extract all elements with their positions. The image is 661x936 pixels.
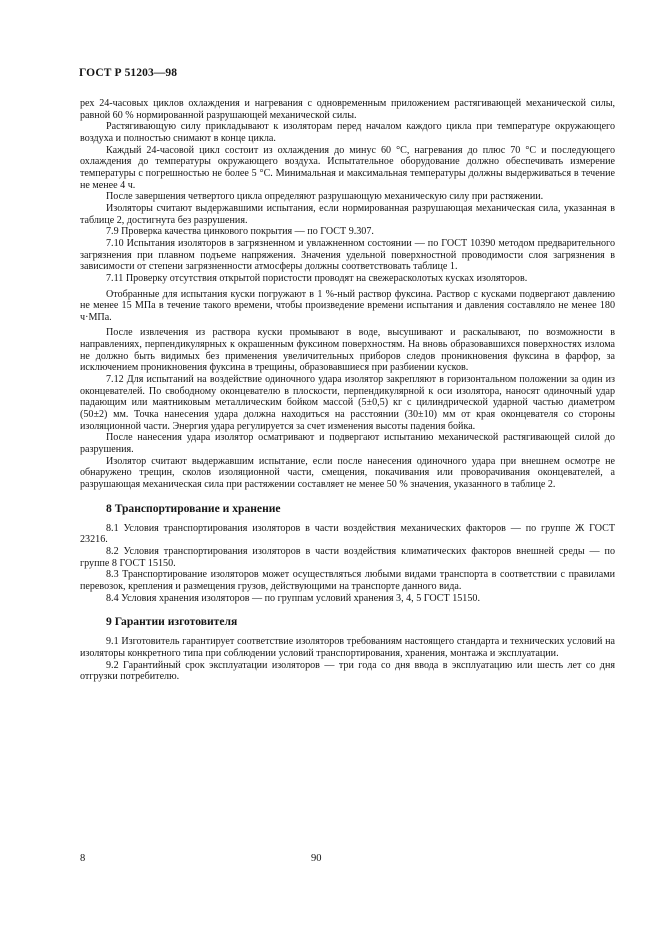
paragraph: После нанесения удара изолятор осматривают и подвергают испытанию механической растягивающей силой до разрушения.: [80, 432, 615, 456]
paragraph: 8.2 Условия транспортирования изоляторов в части воздействия климатических факторов внешней среды — по группе 8 ГОСТ 15150.: [80, 545, 615, 569]
paragraph: Каждый 24-часовой цикл состоит из охлаждения до минус 60 °С, нагревания до плюс 70 °С и последующего охлаждения до температуры окружающего воздуха. Испытательное оборудование должно обеспечивать измерение температуры с погрешностью не более 5 °С. Минимальная и максимальная температуры должны выдерживаться в течение не менее 4 ч.: [80, 144, 615, 191]
page-number-center: 90: [311, 853, 322, 864]
paragraph: 9.1 Изготовитель гарантирует соответствие изоляторов требованиям настоящего стандарта и технических условий на изоляторы конкретного типа при соблюдении условий транспортирования, хранения, монтажа и эксплуатации.: [80, 636, 615, 659]
paragraph: Растягивающую силу прикладывают к изоляторам перед началом каждого цикла при температуре окружающего воздуха и полностью снимают в конце цикла.: [80, 121, 615, 144]
paragraph: После извлечения из раствора куски промывают в воде, высушивают и раскалывают, по возможности в направлениях, перпендикулярных к окрашенным фуксином поверхностям. На вновь образовавшихся поверхностях излома не должно быть видимых без применения увеличительных приборов следов проникновения фуксина в фарфор, за исключением проникновения фуксина в трещины, образовавшиеся при разбиении кусков.: [80, 327, 615, 374]
paragraph: 8.3 Транспортирование изоляторов может осуществляться любыми видами транспорта в соответствии с правилами перевозок, крепления и размещения грузов, действующими на транспорте данного вида.: [80, 569, 615, 592]
paragraph: 7.9 Проверка качества цинкового покрытия — по ГОСТ 9.307.: [106, 226, 374, 238]
page-number-left: 8: [80, 853, 86, 864]
section-9-title: 9 Гарантии изготовителя: [106, 615, 238, 629]
paragraph: 7.12 Для испытаний на воздействие одиночного удара изолятор закрепляют в горизонтальном положении за один из оконцевателей. По свободному оконцевателю в плоскости, перпендикулярной к оси изолятора, наносят одиночный удар падающим или маятниковым металлическим бойком массой (5±0,5) кг с цилиндрической ударной частью диаметром (50±2) мм. Точка нанесения удара должна находиться на расстоянии (30±10) мм от края оконцевателя со стороны изоляционной части. Энергия удара регулируется за счет изменения высоты падения бойка.: [80, 374, 615, 432]
paragraph: После завершения четвертого цикла определяют разрушающую механическую силу при растяжении.: [106, 191, 544, 203]
paragraph: 8.1 Условия транспортирования изоляторов в части воздействия механических факторов — по группе Ж ГОСТ 23216.: [80, 522, 615, 546]
paragraph: 9.2 Гарантийный срок эксплуатации изоляторов — три года со дня ввода в эксплуатацию или шесть лет со дня отгрузки потребителю.: [80, 659, 615, 683]
paragraph: рех 24-часовых циклов охлаждения и нагревания с одновременным приложением растягивающей механической силы, равной 60 % нормированной разрушающей механической силы.: [80, 98, 615, 121]
paragraph: Изоляторы считают выдержавшими испытания, если нормированная разрушающая механическая сила, указанная в таблице 2, достигнута без разрушения.: [80, 202, 615, 226]
paragraph: 7.11 Проверку отсутствия открытой пористости проводят на свежерасколотых кусках изоляторов.: [106, 272, 528, 284]
paragraph: 8.4 Условия хранения изоляторов — по группам условий хранения 3, 4, 5 ГОСТ 15150.: [106, 592, 480, 604]
section-8-title: 8 Транспортирование и хранение: [106, 501, 281, 515]
paragraph: Отобранные для испытания куски погружают в 1 %-ный раствор фуксина. Раствор с кусками подвергают давлению не менее 15 МПа в течение такого времени, чтобы произведение времени испытания и давления составляло не менее 180 ч·МПа.: [80, 288, 615, 323]
document-header: ГОСТ Р 51203—98: [79, 67, 178, 79]
paragraph: Изолятор считают выдержавшим испытание, если после нанесения одиночного удара при внешнем осмотре не обнаружено трещин, сколов изоляционной части, смещения, покачивания или проворачивания оконцевателей, а разрушающая механическая сила при растяжении составляет не менее 50 % значения, указанного в таблице 2.: [80, 455, 615, 490]
paragraph: 7.10 Испытания изоляторов в загрязненном и увлажненном состоянии — по ГОСТ 10390 методом предварительного загрязнения при плавном подъеме напряжения. Значения удельной поверхностной проводимости слоя загрязнения в зависимости от степени загрязненности атмосферы должны соответствовать таблице 1.: [80, 237, 615, 273]
document-body: [80, 98, 615, 683]
